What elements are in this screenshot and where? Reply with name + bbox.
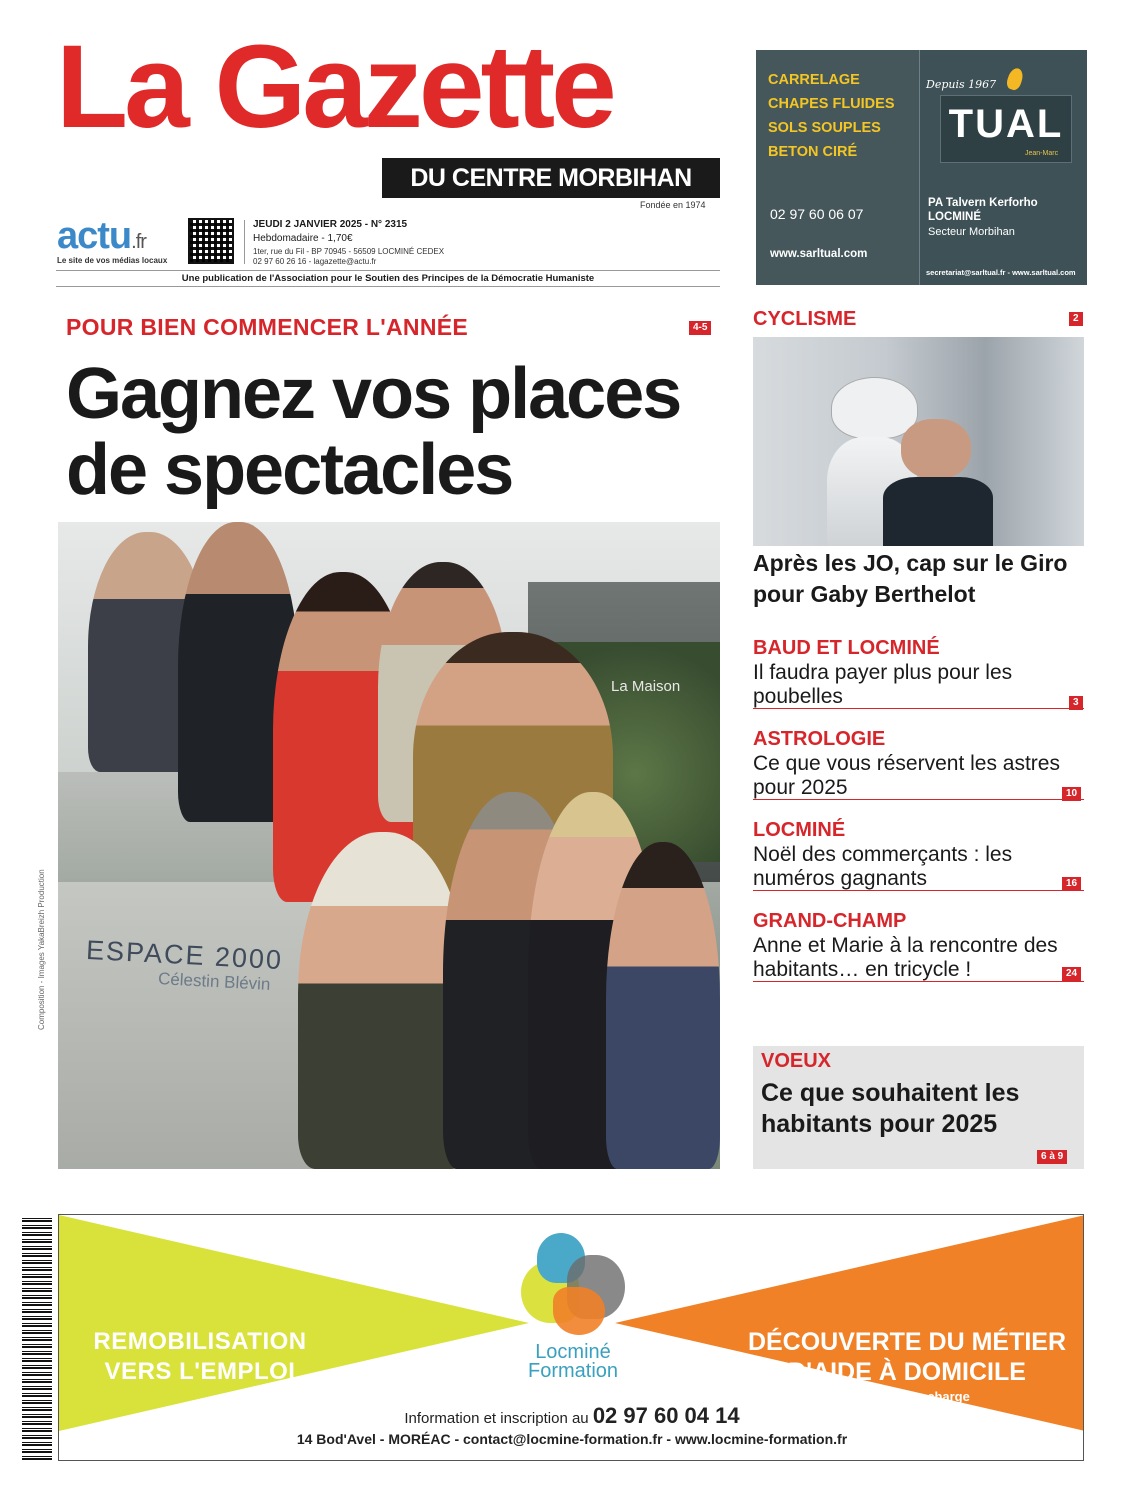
contact-line: 02 97 60 26 16 - lagazette@actu.fr bbox=[253, 257, 377, 266]
section-label: GRAND-CHAMP bbox=[753, 910, 907, 932]
teaser-headline[interactable]: Il faudra payer plus pour les poubelles bbox=[753, 661, 1013, 708]
masthead-title: La Gazette bbox=[56, 21, 613, 153]
ad-website[interactable]: www.sarltual.com bbox=[770, 248, 868, 260]
photo-building-text: ESPACE 2000 bbox=[85, 934, 284, 976]
voeux-headline[interactable]: Ce que souhaitent les habitants pour 2025 bbox=[761, 1079, 1020, 1138]
masthead-divider bbox=[244, 220, 245, 264]
page-badge[interactable]: 10 bbox=[1062, 787, 1081, 801]
photo-wall bbox=[58, 882, 338, 1169]
logo-shape bbox=[553, 1287, 605, 1335]
rule bbox=[56, 270, 720, 271]
photo-man-suit bbox=[883, 477, 993, 546]
photo-building-subtext: Célestin Blévin bbox=[157, 969, 271, 994]
ad-left-text: REMOBILISATION VERS L'EMPLOI bbox=[93, 1328, 307, 1385]
lead-headline[interactable]: Gagnez vos places de spectacles bbox=[66, 354, 681, 510]
photo-helmet bbox=[831, 377, 918, 439]
lead-kicker: POUR BIEN COMMENCER L'ANNÉE bbox=[66, 314, 469, 340]
qr-code-icon[interactable] bbox=[188, 218, 234, 264]
barcode-icon bbox=[22, 1216, 52, 1460]
ad-phone: 02 97 60 06 07 bbox=[770, 206, 864, 222]
ad-sector: Secteur Morbihan bbox=[928, 226, 1015, 238]
actu-logo-text: actu bbox=[57, 215, 132, 257]
rule bbox=[753, 890, 1084, 891]
ad-service: CHAPES FLUIDES bbox=[768, 96, 895, 112]
ad-right-text: DÉCOUVERTE DU MÉTIER D'AIDE À DOMICILE bbox=[747, 1328, 1067, 1386]
ad-contact-line[interactable]: 14 Bod'Avel - MORÉAC - contact@locmine-formation.fr - www.locmine-formation.fr bbox=[296, 1431, 848, 1447]
publication-line: Une publication de l'Association pour le Soutien des Principes de la Démocratie Humaniste bbox=[181, 273, 595, 284]
cyclisme-photo[interactable] bbox=[753, 337, 1084, 546]
logo-name: Locminé Formation bbox=[527, 1341, 619, 1382]
ad-phone-number[interactable]: 02 97 60 04 14 bbox=[592, 1403, 740, 1428]
ad-address bbox=[928, 196, 1038, 224]
page-badge[interactable]: 3 bbox=[1069, 696, 1083, 710]
rule bbox=[753, 799, 1084, 800]
ad-address-line: LOCMINÉ bbox=[928, 211, 982, 223]
photo-sign: La Maison bbox=[611, 678, 681, 695]
rule bbox=[753, 708, 1084, 709]
publisher-address bbox=[253, 247, 444, 267]
section-label: LOCMINÉ bbox=[753, 819, 846, 841]
actu-logo-suffix: .fr bbox=[131, 231, 146, 253]
section-label: ASTROLOGIE bbox=[753, 728, 886, 750]
photo-credit: Composition - Images YakaBreizh Production bbox=[37, 869, 46, 1030]
page-badge[interactable]: 16 bbox=[1062, 877, 1081, 891]
ad-since: Depuis 1967 bbox=[926, 78, 997, 91]
tual-logo bbox=[940, 95, 1072, 163]
actu-logo[interactable] bbox=[57, 217, 146, 255]
ad-info-prefix: Information et inscription au bbox=[404, 1410, 589, 1427]
address-line: 1ter, rue du Fil - BP 70945 - 56509 LOCMINÉ CEDEX bbox=[253, 247, 445, 256]
ad-info-line bbox=[59, 1403, 1084, 1429]
ad-left-triangle bbox=[59, 1215, 529, 1431]
weekly-price: Hebdomadaire - 1,70€ bbox=[253, 233, 353, 244]
section-label-voeux: VOEUX bbox=[761, 1050, 832, 1072]
teaser-headline[interactable]: Anne et Marie à la rencontre des habitants… en tricycle ! bbox=[753, 934, 1058, 981]
rule bbox=[56, 286, 720, 287]
ad-service: BETON CIRÉ bbox=[768, 144, 858, 160]
page-badge[interactable]: 2 bbox=[1069, 312, 1083, 326]
ad-services-list bbox=[768, 68, 895, 164]
tual-sub: Jean-Marc bbox=[1025, 150, 1059, 157]
voeux-box[interactable] bbox=[753, 1046, 1084, 1169]
section-label: BAUD ET LOCMINÉ bbox=[753, 637, 940, 659]
issue-date: JEUDI 2 JANVIER 2025 - N° 2315 bbox=[253, 219, 408, 230]
masthead-subtitle: DU CENTRE MORBIHAN bbox=[382, 158, 720, 198]
ad-service: CARRELAGE bbox=[768, 72, 860, 88]
person-figure bbox=[606, 842, 720, 1169]
founded-note: Fondée en 1974 bbox=[640, 200, 706, 210]
teaser-headline[interactable]: Noël des commerçants : les numéros gagnants bbox=[753, 843, 1013, 890]
lead-page-badge[interactable]: 4-5 bbox=[689, 321, 711, 335]
cyclisme-headline[interactable]: Après les JO, cap sur le Giro pour Gaby Berthelot bbox=[753, 550, 1068, 607]
ad-email[interactable]: secretariat@sarltual.fr - www.sarltual.com bbox=[926, 268, 1076, 277]
actu-tagline: Le site de vos médias locaux bbox=[57, 256, 168, 265]
tual-brand: TUAL bbox=[948, 102, 1064, 146]
page-badge[interactable]: 6 à 9 bbox=[1037, 1150, 1067, 1164]
ad-locmine-formation[interactable] bbox=[58, 1214, 1084, 1461]
lead-photo[interactable] bbox=[58, 522, 720, 1169]
ad-service: SOLS SOUPLES bbox=[768, 120, 881, 136]
ad-tual[interactable] bbox=[756, 50, 1087, 285]
section-label-cyclisme: CYCLISME bbox=[753, 308, 857, 330]
photo-man-face bbox=[901, 419, 971, 479]
page-badge[interactable]: 24 bbox=[1062, 967, 1081, 981]
ad-right-subtext: 100% pris en charge bbox=[844, 1389, 970, 1404]
rule bbox=[753, 981, 1084, 982]
teaser-headline[interactable]: Ce que vous réservent les astres pour 2025 bbox=[753, 752, 1060, 799]
ad-address-line: PA Talvern Kerforho bbox=[928, 197, 1038, 209]
